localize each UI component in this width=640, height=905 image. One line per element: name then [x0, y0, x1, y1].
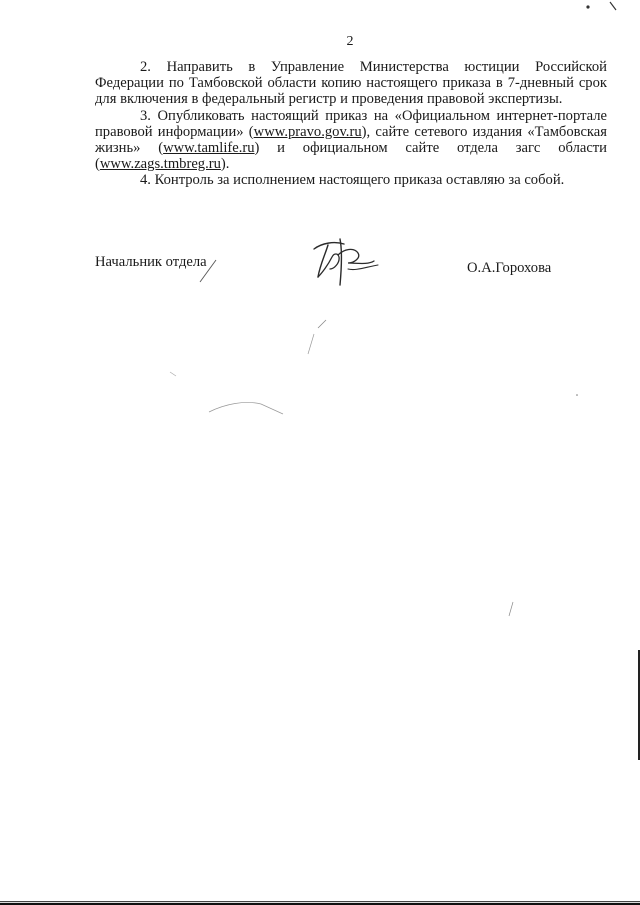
signer-position: Начальник отдела: [95, 254, 207, 270]
scan-artifact-mark: [580, 0, 624, 14]
pen-stroke-mark: [196, 258, 220, 284]
scan-artifact-mark: [300, 318, 330, 358]
paragraph-2: 2. Направить в Управление Министерства юстиции Российской Федерации по Тамбовской области копию настоящего приказа в 7-дневный срок для включения в федеральный регистр и проведения правовой экспертизы.: [95, 59, 607, 108]
scan-edge-shadow: [0, 899, 640, 905]
paragraph-4: 4. Контроль за исполнением настоящего приказа оставляю за собой.: [140, 172, 565, 189]
link-tamlife[interactable]: www.tamlife.ru: [163, 140, 255, 157]
link-pravo-gov[interactable]: www.pravo.gov.ru: [253, 123, 362, 140]
scan-artifact-mark: [505, 600, 517, 620]
scan-artifact-mark: [205, 392, 287, 418]
paragraph-3-text-d: ).: [220, 156, 230, 173]
scan-edge-shadow: [636, 650, 640, 760]
paragraph-3-text-c: ) и официальном сайте отдела загс области (: [95, 140, 607, 173]
paragraph-3: [95, 108, 607, 173]
document-body: [95, 59, 607, 189]
paragraph-3-text-b: ), сайте сетевого издания «Тамбовская жизнь» (: [95, 123, 607, 157]
paragraph-3-text-a: 3. Опубликовать настоящий приказ на «Официальном интернет-портале правовой информации» (: [95, 107, 607, 140]
link-zags-tmbreg[interactable]: www.zags.tmbreg.ru: [99, 156, 221, 173]
scan-artifact-mark: [574, 392, 580, 398]
handwritten-signature-icon: [308, 235, 384, 287]
scan-artifact-mark: [168, 370, 178, 380]
signer-name: О.А.Горохова: [467, 260, 552, 276]
page-number: 2: [346, 34, 354, 49]
